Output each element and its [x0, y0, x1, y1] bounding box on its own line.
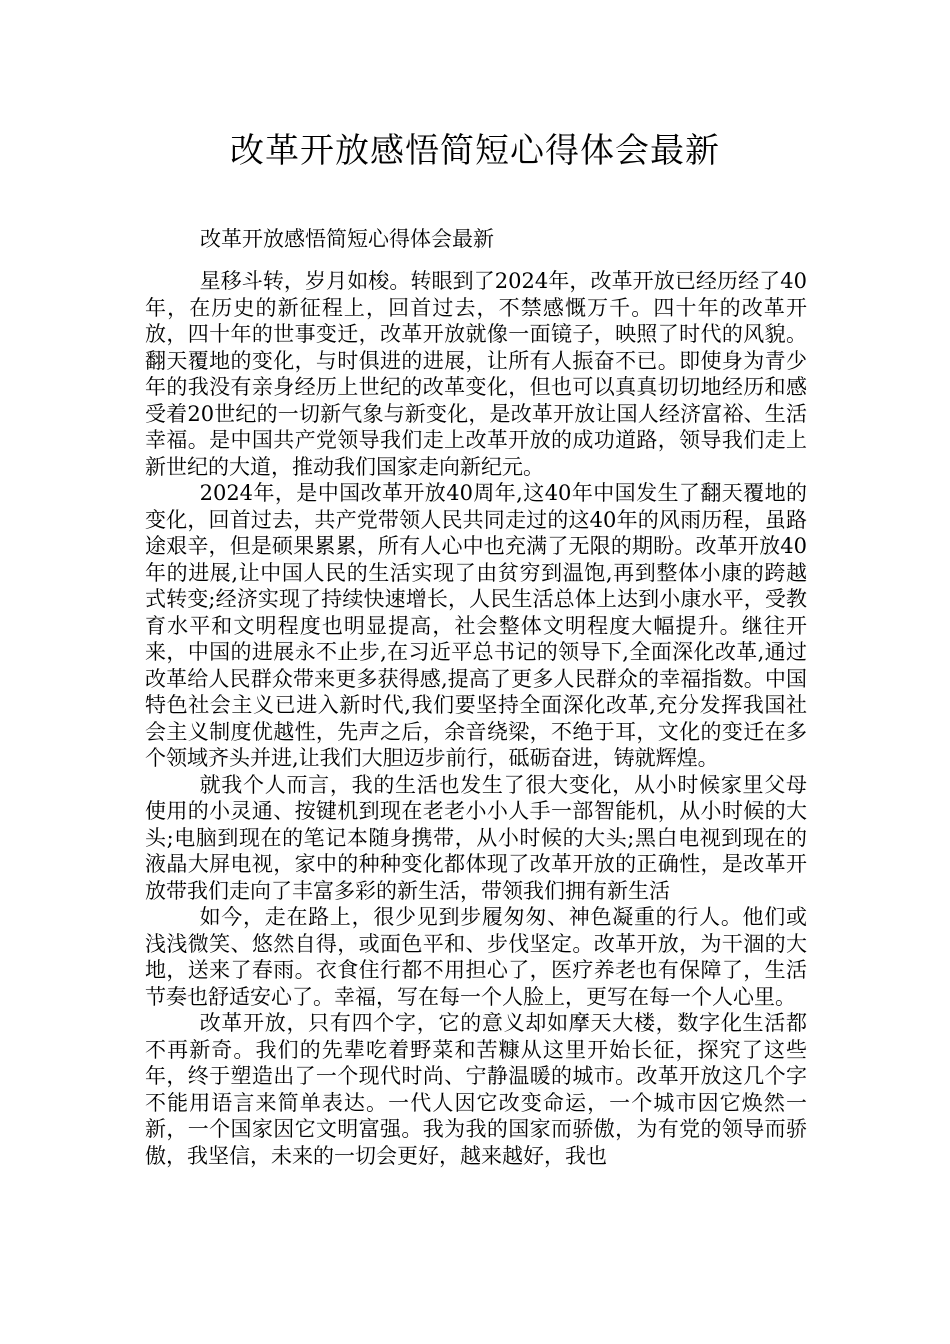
paragraph-2: 2024年，是中国改革开放40周年,这40年中国发生了翻天覆地的变化，回首过去，共产党带领人民共同走过的这40年的风雨历程，虽路途艰辛，但是硕果累累，所有人心中也充满了无限的期盼。改革开放40年的进展,让中国人民的生活实现了由贫穷到温饱,再到整体小康的跨越式转变;经济实现了持续快速增长，人民生活总体上达到小康水平，受教育水平和文明程度也明显提高，社会整体文明程度大幅提升。继往开来，中国的进展永不止步,在习近平总书记的领导下,全面深化改革,通过改革给人民群众带来更多获得感,提高了更多人民群众的幸福指数。中国特色社会主义已进入新时代,我们要坚持全面深化改革,充分发挥我国社会主义制度优越性，先声之后，余音绕梁，不绝于耳，文化的变迁在多个领域齐头并进,让我们大胆迈步前行，砥砺奋进，铸就辉煌。	[145, 481, 807, 770]
document-title: 改革开放感悟简短心得体会最新	[230, 131, 720, 171]
paragraph-3: 就我个人而言，我的生活也发生了很大变化，从小时候家里父母使用的小灵通、按键机到现在老老小小人手一部智能机，从小时候的大头;电脑到现在的笔记本随身携带，从小时候的大头;黑白电视到现在的液晶大屏电视，家中的种种变化都体现了改革开放的正确性，是改革开放带我们走向了丰富多彩的新生活，带领我们拥有新生活	[145, 772, 807, 903]
paragraph-5: 改革开放，只有四个字，它的意义却如摩天大楼，数字化生活都不再新奇。我们的先辈吃着野菜和苦糠从这里开始长征，探究了这些年，终于塑造出了一个现代时尚、宁静温暖的城市。改革开放这几个字不能用语言来简单表达。一代人因它改变命运，一个城市因它焕然一新，一个国家因它文明富强。我为我的国家而骄傲，为有党的领导而骄傲，我坚信，未来的一切会更好，越来越好，我也	[145, 1011, 807, 1168]
paragraph-4: 如今，走在路上，很少见到步履匆匆、神色凝重的行人。他们或浅浅微笑、悠然自得，或面色平和、步伐坚定。改革开放，为干涸的大地，送来了春雨。衣食住行都不用担心了，医疗养老也有保障了，生活节奏也舒适安心了。幸福，写在每一个人脸上，更写在每一个人心里。	[145, 905, 807, 1009]
paragraph-1: 星移斗转，岁月如梭。转眼到了2024年，改革开放已经历经了40年，在历史的新征程上，回首过去，不禁感慨万千。四十年的改革开放，四十年的世事变迁，改革开放就像一面镜子，映照了时代的风貌。翻天覆地的变化，与时俱进的进展，让所有人振奋不已。即使身为青少年的我没有亲身经历上世纪的改革变化，但也可以真真切切地经历和感受着20世纪的一切新气象与新变化，是改革开放让国人经济富裕、生活幸福。是中国共产党领导我们走上改革开放的成功道路，领导我们走上新世纪的大道，推动我们国家走向新纪元。	[145, 269, 807, 479]
document-body	[145, 268, 807, 1169]
document-subtitle: 改革开放感悟简短心得体会最新	[200, 227, 494, 251]
